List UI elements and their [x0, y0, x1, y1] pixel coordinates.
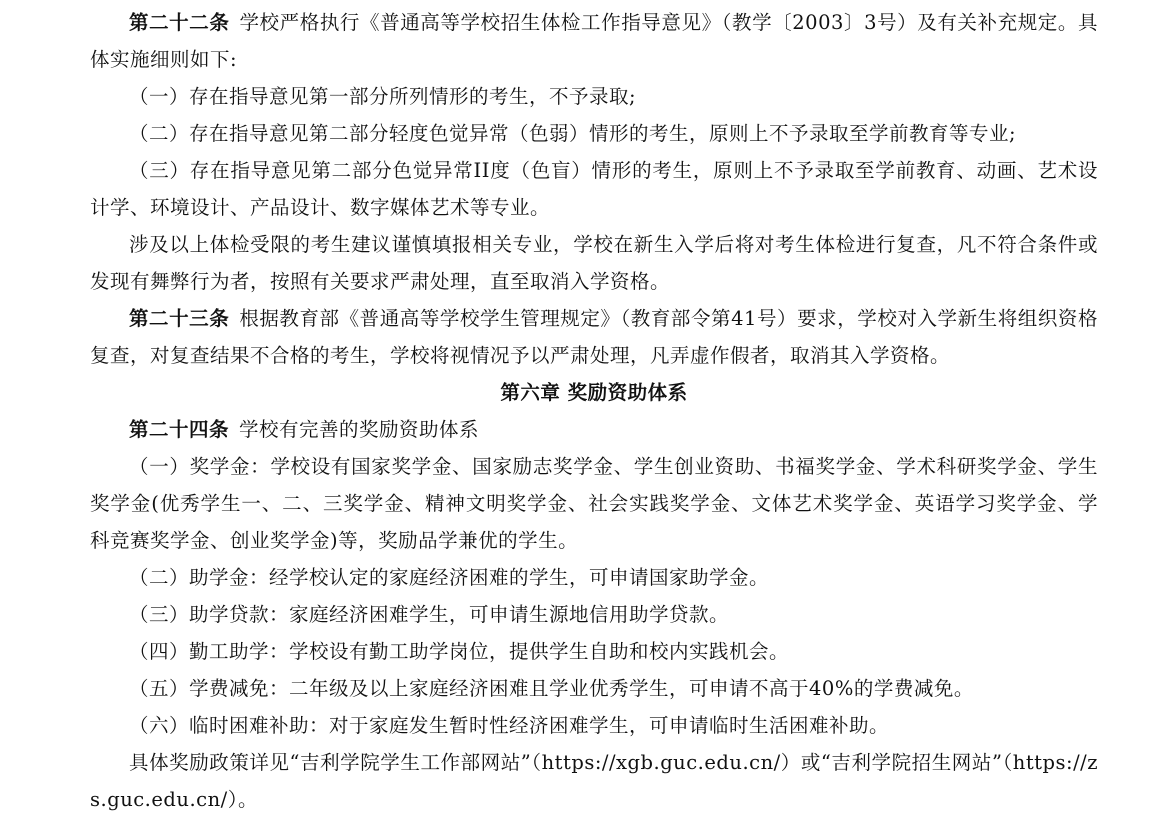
article-24-number: 第二十四条 — [129, 418, 230, 441]
article-24-item-2: （二）助学金：经学校认定的家庭经济困难的学生，可申请国家助学金。 — [129, 566, 770, 589]
article-22 — [90, 4, 1098, 78]
article-22-number: 第二十二条 — [129, 11, 230, 34]
article-22-item-1: （一）存在指导意见第一部分所列情形的考生，不予录取; — [129, 85, 637, 108]
article-24-text: 学校有完善的奖励资助体系 — [239, 418, 480, 441]
article-24-item-5: （五）学费减免：二年级及以上家庭经济困难且学业优秀学生，可申请不高于40%的学费减免。 — [129, 677, 974, 700]
article-24 — [90, 411, 1098, 448]
article-24-item-4: （四）勤工助学：学校设有勤工助学岗位，提供学生自助和校内实践机会。 — [129, 640, 790, 663]
article-23-number: 第二十三条 — [129, 307, 230, 330]
article-22-item-2: （二）存在指导意见第二部分轻度色觉异常（色弱）情形的考生，原则上不予录取至学前教育等专业; — [129, 122, 1017, 145]
article-24-footer: 具体奖励政策详见“吉利学院学生工作部网站”（https://xgb.guc.edu.cn/）或“吉利学院招生网站”（https://zs.guc.edu.cn/）。 — [90, 751, 1098, 811]
chapter-6-title: 第六章 奖励资助体系 — [500, 381, 688, 404]
article-22-item-3: （三）存在指导意见第二部分色觉异常II度（色盲）情形的考生，原则上不予录取至学前教育、动画、艺术设计学、环境设计、产品设计、数字媒体艺术等专业。 — [90, 159, 1098, 219]
article-24-item-1: （一）奖学金：学校设有国家奖学金、国家励志奖学金、学生创业资助、书福奖学金、学术科研奖学金、学生奖学金(优秀学生一、二、三奖学金、精神文明奖学金、社会实践奖学金、文体艺术奖学金、英语学习奖学金、学科竞赛奖学金、创业奖学金)等，奖励品学兼优的学生。 — [90, 455, 1098, 552]
article-22-text: 学校严格执行《普通高等学校招生体检工作指导意见》（教学〔2003〕3号）及有关补充规定。具体实施细则如下: — [90, 11, 1098, 71]
article-24-item-3: （三）助学贷款：家庭经济困难学生，可申请生源地信用助学贷款。 — [129, 603, 730, 626]
article-23 — [90, 300, 1098, 374]
article-23-text: 根据教育部《普通高等学校学生管理规定》（教育部令第41号）要求，学校对入学新生将组织资格复查，对复查结果不合格的考生，学校将视情况予以严肃处理，凡弄虚作假者，取消其入学资格。 — [90, 307, 1098, 367]
article-22-note: 涉及以上体检受限的考生建议谨慎填报相关专业，学校在新生入学后将对考生体检进行复查，凡不符合条件或发现有舞弊行为者，按照有关要求严肃处理，直至取消入学资格。 — [90, 233, 1098, 293]
article-24-item-6: （六）临时困难补助：对于家庭发生暂时性经济困难学生，可申请临时生活困难补助。 — [129, 714, 890, 737]
